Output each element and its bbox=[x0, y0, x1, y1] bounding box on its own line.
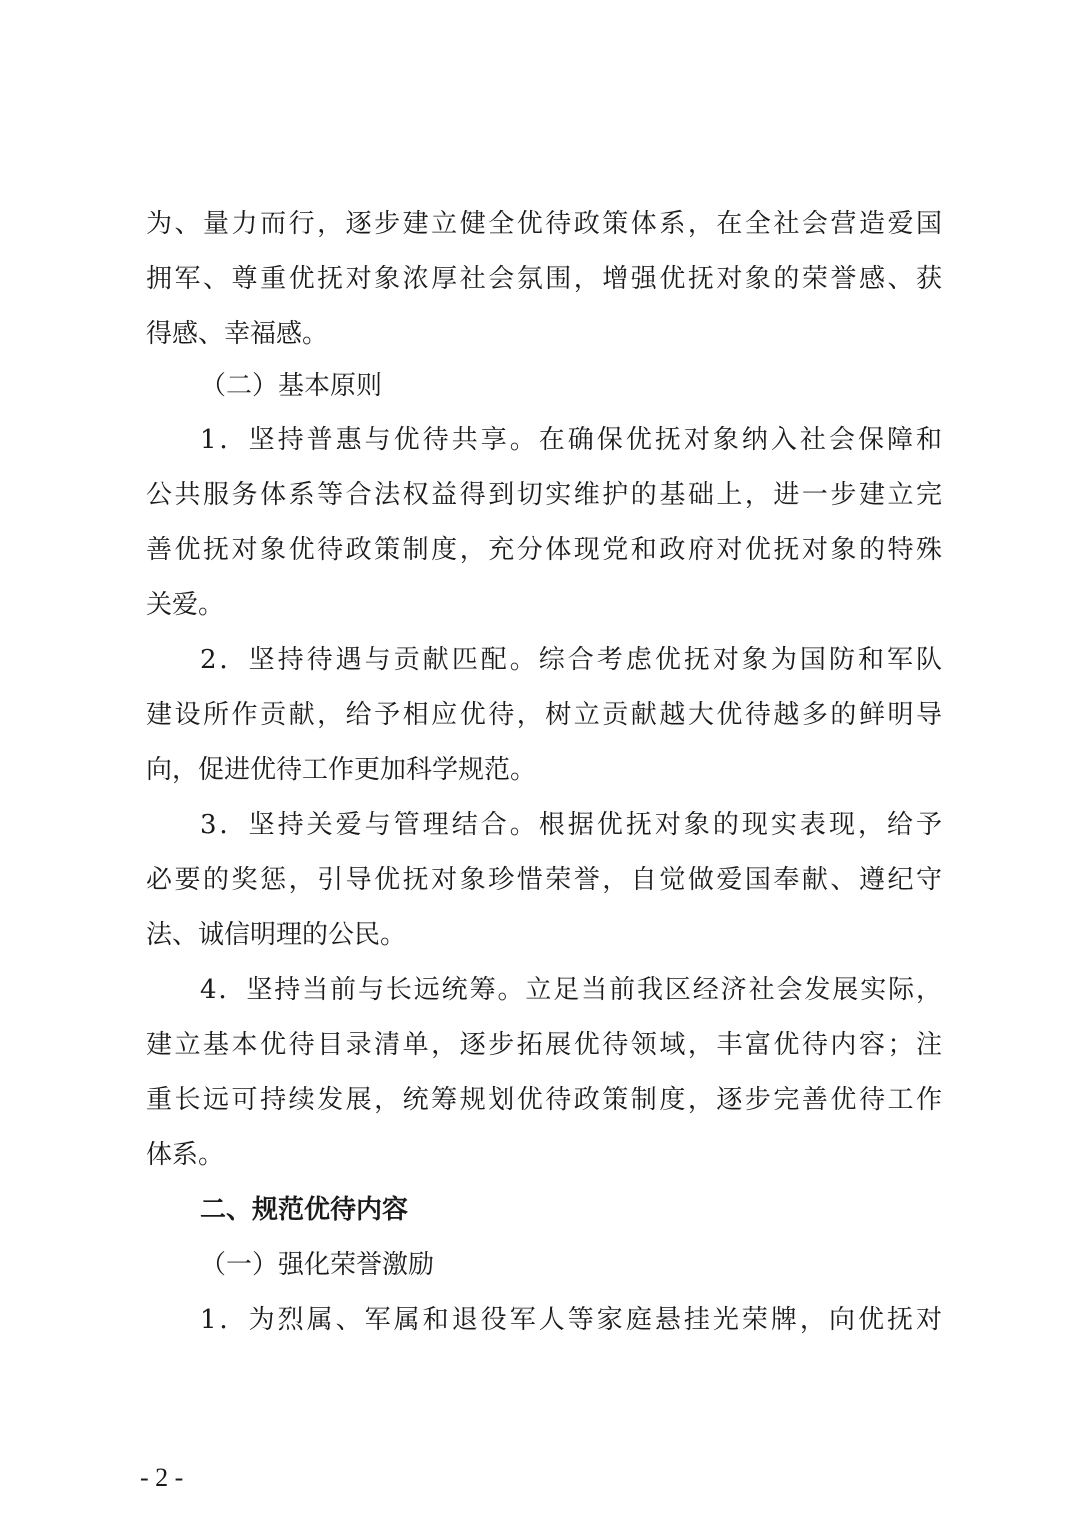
honor-item-1-line-1: 1．为烈属、军属和退役军人等家庭悬挂光荣牌，向优抚对 bbox=[200, 1305, 942, 1335]
principle-2-line-3: 向，促进优待工作更加科学规范。 bbox=[146, 755, 537, 785]
principle-2-line-2: 建设所作贡献，给予相应优待，树立贡献越大优待越多的鲜明导 bbox=[146, 700, 942, 730]
principle-4-line-2: 建立基本优待目录清单，逐步拓展优待领域，丰富优待内容；注 bbox=[146, 1030, 942, 1060]
section-heading-honor-incentive: （一）强化荣誉激励 bbox=[200, 1250, 435, 1280]
body-line-1: 为、量力而行，逐步建立健全优待政策体系，在全社会营造爱国 bbox=[146, 209, 942, 239]
chapter-heading-standardize-content: 二、规范优待内容 bbox=[200, 1195, 409, 1225]
body-line-3: 得感、幸福感。 bbox=[146, 319, 329, 349]
principle-1-line-4: 关爱。 bbox=[146, 590, 225, 620]
principle-3-line-1: 3．坚持关爱与管理结合。根据优抚对象的现实表现，给予 bbox=[200, 810, 942, 840]
principle-2-line-1: 2．坚持待遇与贡献匹配。综合考虑优抚对象为国防和军队 bbox=[200, 645, 942, 675]
section-heading-basic-principles: （二）基本原则 bbox=[200, 371, 383, 401]
principle-4-line-4: 体系。 bbox=[146, 1140, 225, 1170]
principle-4-line-1: 4．坚持当前与长远统筹。立足当前我区经济社会发展实际， bbox=[200, 975, 942, 1005]
page-number: - 2 - bbox=[140, 1463, 184, 1492]
principle-3-line-3: 法、诚信明理的公民。 bbox=[146, 920, 407, 950]
body-line-2: 拥军、尊重优抚对象浓厚社会氛围，增强优抚对象的荣誉感、获 bbox=[146, 264, 942, 294]
principle-3-line-2: 必要的奖惩，引导优抚对象珍惜荣誉，自觉做爱国奉献、遵纪守 bbox=[146, 865, 942, 895]
principle-1-line-1: 1．坚持普惠与优待共享。在确保优抚对象纳入社会保障和 bbox=[200, 425, 942, 455]
principle-1-line-3: 善优抚对象优待政策制度，充分体现党和政府对优抚对象的特殊 bbox=[146, 535, 942, 565]
principle-4-line-3: 重长远可持续发展，统筹规划优待政策制度，逐步完善优待工作 bbox=[146, 1085, 942, 1115]
principle-1-line-2: 公共服务体系等合法权益得到切实维护的基础上，进一步建立完 bbox=[146, 480, 942, 510]
